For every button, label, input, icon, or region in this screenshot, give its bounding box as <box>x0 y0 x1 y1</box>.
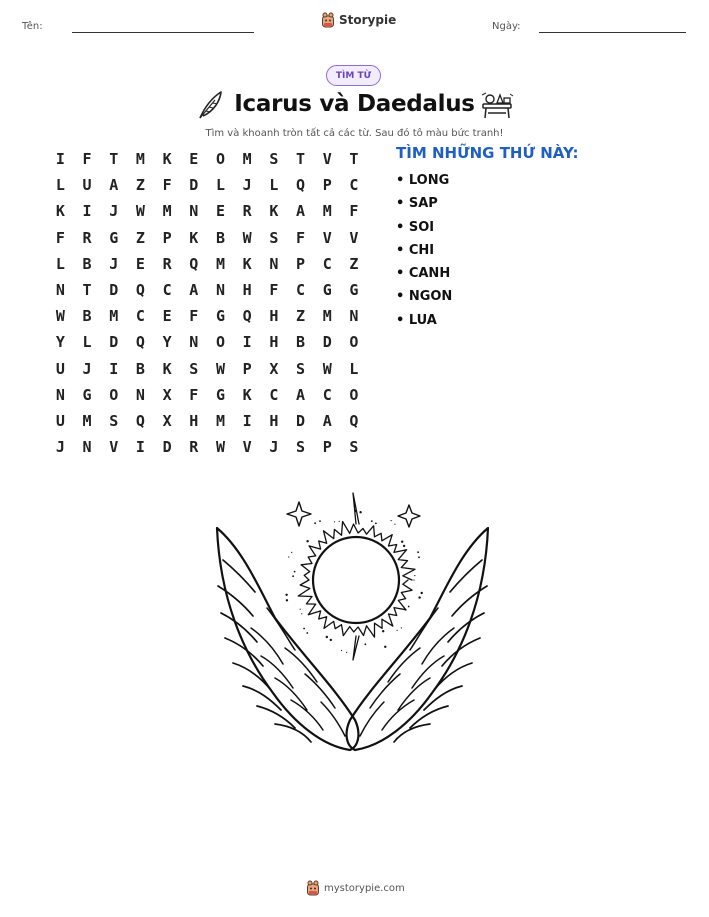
grid-letter[interactable]: W <box>215 438 225 457</box>
grid-letter[interactable]: J <box>109 202 119 221</box>
grid-letter[interactable]: A <box>189 280 199 299</box>
word-search-grid[interactable] <box>47 146 367 460</box>
grid-letter[interactable]: D <box>296 411 306 430</box>
grid-letter[interactable]: K <box>55 202 65 221</box>
grid-letter[interactable]: H <box>269 333 279 352</box>
grid-letter[interactable]: M <box>322 202 332 221</box>
grid-letter[interactable]: Z <box>135 176 145 195</box>
grid-letter[interactable]: F <box>189 307 199 326</box>
grid-letter[interactable]: O <box>215 333 225 352</box>
grid-letter[interactable]: G <box>215 307 225 326</box>
grid-letter[interactable]: Q <box>242 307 252 326</box>
brand-logo <box>321 12 396 28</box>
word-list-title: TÌM NHỮNG THỨ NÀY: <box>396 144 579 162</box>
grid-letter[interactable]: V <box>109 438 119 457</box>
grid-letter[interactable]: H <box>189 411 199 430</box>
grid-letter[interactable]: G <box>82 385 92 404</box>
grid-letter[interactable]: O <box>349 385 359 404</box>
grid-letter[interactable]: T <box>296 150 306 168</box>
word-list-item: • SAP <box>396 196 438 212</box>
grid-letter[interactable]: A <box>322 411 332 430</box>
grid-letter[interactable]: C <box>269 385 279 404</box>
grid-letter[interactable]: T <box>109 150 119 168</box>
grid-letter[interactable]: D <box>322 333 332 352</box>
grid-letter[interactable]: N <box>269 254 279 273</box>
word-list-item: • NGON <box>396 289 453 305</box>
grid-letter[interactable]: K <box>242 254 252 273</box>
grid-letter[interactable]: Q <box>135 333 145 352</box>
grid-letter[interactable]: F <box>82 150 92 168</box>
grid-letter[interactable]: H <box>269 307 279 326</box>
storypie-mascot-icon <box>306 880 320 896</box>
grid-letter[interactable]: I <box>242 333 252 352</box>
storypie-mascot-icon <box>321 12 335 28</box>
grid-letter[interactable]: D <box>109 280 119 299</box>
grid-letter[interactable]: J <box>82 359 92 378</box>
grid-letter[interactable]: U <box>55 359 65 378</box>
grid-letter[interactable]: M <box>322 307 332 326</box>
grid-letter[interactable]: F <box>162 176 172 195</box>
name-line[interactable] <box>72 32 254 33</box>
grid-letter[interactable]: V <box>322 228 332 247</box>
grid-letter[interactable]: A <box>296 385 306 404</box>
grid-letter[interactable]: A <box>296 202 306 221</box>
grid-letter[interactable]: D <box>109 333 119 352</box>
grid-letter[interactable]: J <box>269 438 279 457</box>
grid-letter[interactable]: P <box>242 359 252 378</box>
word-list-item: • CHI <box>396 242 435 258</box>
footer-url[interactable]: mystorypie.com <box>324 882 405 894</box>
grid-letter[interactable]: R <box>242 202 252 221</box>
grid-letter[interactable]: M <box>215 411 225 430</box>
grid-letter[interactable]: N <box>55 385 65 404</box>
grid-letter[interactable]: C <box>162 280 172 299</box>
grid-letter[interactable]: K <box>242 385 252 404</box>
grid-letter[interactable]: L <box>55 254 65 273</box>
grid-letter[interactable]: B <box>215 228 225 247</box>
grid-letter[interactable]: W <box>135 202 145 221</box>
grid-letter[interactable]: M <box>242 150 252 168</box>
grid-letter[interactable]: H <box>269 411 279 430</box>
grid-letter[interactable]: V <box>349 228 359 247</box>
grid-letter[interactable]: B <box>135 359 145 378</box>
grid-letter[interactable]: O <box>349 333 359 352</box>
grid-letter[interactable]: C <box>322 254 332 273</box>
grid-letter[interactable]: Q <box>135 411 145 430</box>
grid-letter[interactable]: X <box>269 359 279 378</box>
grid-letter[interactable]: L <box>215 176 225 195</box>
grid-letter[interactable]: C <box>296 280 306 299</box>
grid-letter[interactable]: K <box>189 228 199 247</box>
activity-badge: TÌM TỪ <box>326 65 381 86</box>
grid-letter[interactable]: J <box>242 176 252 195</box>
date-label: Ngày: <box>492 21 521 32</box>
grid-letter[interactable]: S <box>296 438 306 457</box>
brand-name: Storypie <box>339 13 397 27</box>
grid-letter[interactable]: F <box>189 385 199 404</box>
grid-letter[interactable]: W <box>55 307 65 326</box>
grid-letter[interactable]: F <box>296 228 306 247</box>
grid-letter[interactable]: Q <box>296 176 306 195</box>
grid-letter[interactable]: L <box>55 176 65 195</box>
grid-letter[interactable]: G <box>215 385 225 404</box>
page-title: Icarus và Daedalus <box>234 91 475 117</box>
grid-letter[interactable]: I <box>55 150 65 168</box>
grid-letter[interactable]: B <box>82 307 92 326</box>
name-label: Tên: <box>22 21 43 32</box>
grid-letter[interactable]: G <box>349 280 359 299</box>
grid-letter[interactable]: B <box>82 254 92 273</box>
grid-letter[interactable]: X <box>162 411 172 430</box>
grid-letter[interactable]: N <box>349 307 359 326</box>
winged-sun-illustration[interactable] <box>195 488 510 760</box>
grid-letter[interactable]: K <box>162 150 172 168</box>
grid-letter[interactable]: U <box>55 411 65 430</box>
grid-letter[interactable]: L <box>349 359 359 378</box>
grid-letter[interactable]: W <box>242 228 252 247</box>
grid-letter[interactable]: L <box>82 333 92 352</box>
grid-letter[interactable]: M <box>215 254 225 273</box>
word-list-item: • CANH <box>396 266 451 282</box>
grid-letter[interactable]: Q <box>189 254 199 273</box>
grid-letter[interactable]: J <box>109 254 119 273</box>
grid-letter[interactable]: E <box>135 254 145 273</box>
grid-letter[interactable]: P <box>322 438 332 457</box>
grid-letter[interactable]: P <box>162 228 172 247</box>
grid-letter[interactable]: X <box>162 385 172 404</box>
grid-letter[interactable]: Q <box>349 411 359 430</box>
grid-letter[interactable]: S <box>296 359 306 378</box>
grid-letter[interactable]: D <box>162 438 172 457</box>
grid-letter[interactable]: R <box>189 438 199 457</box>
footer <box>306 880 405 896</box>
grid-letter[interactable]: D <box>189 176 199 195</box>
grid-letter[interactable]: G <box>109 228 119 247</box>
grid-letter[interactable]: N <box>189 202 199 221</box>
grid-letter[interactable]: I <box>82 202 92 221</box>
grid-letter[interactable]: A <box>109 176 119 195</box>
grid-letter[interactable]: M <box>162 202 172 221</box>
grid-letter[interactable]: L <box>269 176 279 195</box>
word-list <box>396 172 452 335</box>
grid-letter[interactable]: V <box>242 438 252 457</box>
grid-letter[interactable]: T <box>349 150 359 168</box>
grid-letter[interactable]: S <box>109 411 119 430</box>
grid-letter[interactable]: U <box>82 176 92 195</box>
grid-letter[interactable]: C <box>349 176 359 195</box>
grid-letter[interactable]: R <box>162 254 172 273</box>
grid-letter[interactable]: O <box>215 150 225 168</box>
grid-letter[interactable]: C <box>135 307 145 326</box>
grid-letter[interactable]: B <box>296 333 306 352</box>
grid-letter[interactable]: I <box>135 438 145 457</box>
grid-letter[interactable]: S <box>349 438 359 457</box>
workbench-tools-icon <box>480 91 514 119</box>
grid-letter[interactable]: N <box>215 280 225 299</box>
word-list-item: • LUA <box>396 312 437 328</box>
grid-letter[interactable]: Z <box>296 307 306 326</box>
grid-letter[interactable]: V <box>322 150 332 168</box>
grid-letter[interactable]: M <box>109 307 119 326</box>
grid-letter[interactable]: K <box>162 359 172 378</box>
grid-letter[interactable]: R <box>82 228 92 247</box>
grid-letter[interactable]: M <box>135 150 145 168</box>
grid-letter[interactable]: O <box>109 385 119 404</box>
grid-letter[interactable]: P <box>322 176 332 195</box>
grid-letter[interactable]: W <box>215 359 225 378</box>
grid-letter[interactable]: P <box>296 254 306 273</box>
grid-letter[interactable]: E <box>162 307 172 326</box>
grid-letter[interactable]: F <box>269 280 279 299</box>
instructions: Tìm và khoanh tròn tất cả các từ. Sau đó tô màu bức tranh! <box>205 128 504 139</box>
grid-letter[interactable]: F <box>55 228 65 247</box>
grid-letter[interactable]: M <box>82 411 92 430</box>
grid-letter[interactable]: S <box>269 150 279 168</box>
grid-letter[interactable]: N <box>55 280 65 299</box>
date-line[interactable] <box>539 32 686 33</box>
grid-letter[interactable]: Z <box>135 228 145 247</box>
grid-letter[interactable]: S <box>269 228 279 247</box>
grid-letter[interactable]: E <box>189 150 199 168</box>
grid-letter[interactable]: S <box>189 359 199 378</box>
grid-letter[interactable]: Y <box>55 333 65 352</box>
grid-letter[interactable]: Y <box>162 333 172 352</box>
grid-letter[interactable]: Z <box>349 254 359 273</box>
grid-letter[interactable]: K <box>269 202 279 221</box>
grid-letter[interactable]: Q <box>135 280 145 299</box>
grid-letter[interactable]: N <box>135 385 145 404</box>
grid-letter[interactable]: W <box>322 359 332 378</box>
grid-letter[interactable]: F <box>349 202 359 221</box>
grid-letter[interactable]: T <box>82 280 92 299</box>
word-list-item: • SOI <box>396 219 435 235</box>
word-list-item: • LONG <box>396 173 450 188</box>
grid-letter[interactable]: H <box>242 280 252 299</box>
grid-letter[interactable]: N <box>82 438 92 457</box>
grid-letter[interactable]: J <box>55 438 65 457</box>
grid-letter[interactable]: G <box>322 280 332 299</box>
grid-letter[interactable]: C <box>322 385 332 404</box>
grid-letter[interactable]: I <box>109 359 119 378</box>
grid-letter[interactable]: I <box>242 411 252 430</box>
grid-letter[interactable]: E <box>215 202 225 221</box>
grid-letter[interactable]: N <box>189 333 199 352</box>
